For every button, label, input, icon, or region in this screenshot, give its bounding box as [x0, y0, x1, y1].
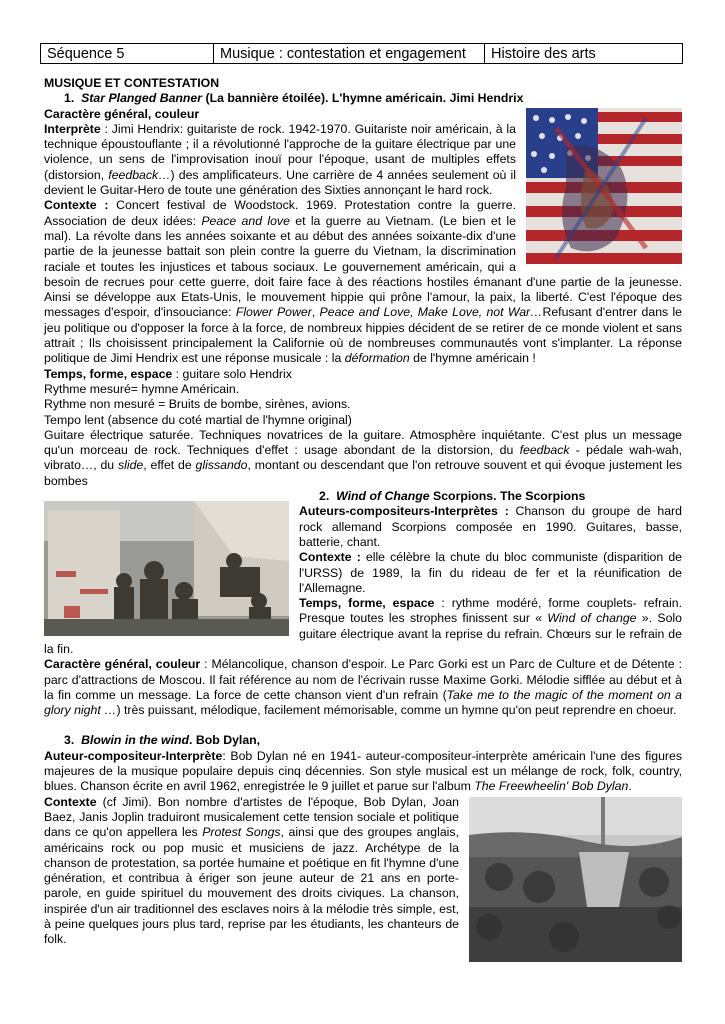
interprete-text-b: ) des amplificateurs. Une carrière de 4 années seulement où il devient le Guitar-Hero de toute une génération des Sixties annonçant le hard rock.: [44, 167, 516, 198]
s3-auteur-a: : Bob Dylan né en 1941- auteur-compositeur-interprète américain l'une des figures majeures de la musique populaire depuis cinq décennies. Son style musical est un mélange de rock, folk, country, blues. Chanson écrite en avril 1962, enregistrée le 9 juillet et parue sur l'album: [44, 748, 682, 794]
s2-auteurs-text: Chanson du groupe de hard rock allemand Scorpions composée en 1990. Guitares, basse, batterie, chant.: [299, 504, 682, 549]
s2-caractere-b: ) très puissant, mélodique, facilement mémorisable, comme un hymne qu'on peut reprendre en choeur.: [116, 703, 677, 718]
s3-auteur-italic: The Freewheelin' Bob Dylan: [474, 779, 629, 794]
s2-temps-b: ». Solo guitare électrique avant la reprise du refrain. Chœurs sur le refrain de la fin.: [44, 611, 682, 656]
s2-caractere-label: Caractère général, couleur: [44, 657, 201, 672]
section3-heading: [44, 733, 682, 748]
guitare-c: , effet de: [143, 458, 196, 473]
s2-caractere-italic: Take me to the magic of the moment on a glory night …: [44, 687, 682, 718]
section2-number: 2.: [319, 489, 330, 504]
s3-auteur-b: .: [628, 779, 632, 794]
guitare-a: Guitare électrique saturée. Techniques novatrices de la guitare. Atmosphère inquiétante. C'est plus un message qu'un morceau de rock. Techniques d'effet : usage abondant de la distorsion, du: [44, 427, 682, 458]
main-title: MUSIQUE ET CONTESTATION: [44, 76, 220, 90]
contexte-italic1: Peace and love: [201, 213, 290, 228]
guitare-italic2: slide: [117, 458, 144, 473]
section3-number: 3.: [64, 733, 75, 748]
s2-temps-label: Temps, forme, espace: [299, 596, 435, 611]
header-discipline: Histoire des arts: [485, 44, 683, 64]
contexte-italic3: Peace and Love, Make Love, not War…: [319, 305, 543, 320]
section3-auteur: [44, 749, 682, 795]
section1-guitare: [44, 428, 682, 489]
section1-number: 1.: [64, 91, 75, 106]
header-table: [40, 43, 683, 64]
section1-title-rest: (La bannière étoilée). L'hymne américain. Jimi Hendrix: [202, 91, 524, 106]
guitare-italic1: feedback: [519, 443, 570, 458]
s3-contexte-b: , ainsi que des groupes anglais, américains rock ou pop music et musiciens de jazz. Archétype de la chanson de protestation, sa portée humaine et poétique en fit l'hymne d'une génération, et contribua à ériger son jeune auteur de 21 ans en porte-parole, en guide spirituel du mouvement des droits civiques. La chanson, inspirée d'un air traditionnel des esclaves noirs à la mélodie très simple, est, à peine quelques jours plus tard, reprise par les étudiants, les chanteurs de folk.: [44, 825, 459, 947]
interprete-text-a: : Jimi Hendrix: guitariste de rock. 1942-1970. Guitariste noir américain, à la technique époustouflante ; il a révolutionné l'approche de la guitare électrique par une violence, un sens de l'improvisation inouï pour l'époque, usant de multiples effets (distorsion,: [44, 121, 516, 182]
section1-heading: [44, 91, 682, 106]
contexte-label: Contexte :: [44, 198, 109, 213]
contexte-b: et la guerre au Vietnam. (Le bien et le mal). La révolte dans les années soixante et au début des années soixante-dix d'une partie de la jeunesse battait son plein contre la guerre du Vietnam, la discrimination raciale et toutes les injustices et tabous sociaux. Le gouvernement américain, qui a besoin de recrues pour cette guerre, doit faire face à des réactions hostiles émanant d'une partie de la jeunesse. Ainsi se développe aux Etats-Unis, le mouvement hippie qui prône l'amour, la paix, la liberté. C'est l'époque des messages d'espoir, d'insouciance:: [44, 213, 682, 320]
contexte-a: Concert festival de Woodstock. 1969. Protestation contre la guerre. Association de deux idées:: [44, 198, 516, 228]
guitare-italic3: glissando: [195, 458, 248, 473]
section1-caractere-label: Caractère général, couleur: [44, 106, 200, 121]
contexte-italic4: déformation: [344, 351, 410, 366]
s2-caractere-a: : Mélancolique, chanson d'espoir. Le Parc Gorki est un Parc de Culture et de Détente : parc d'attractions de Moscou. Il fait référence au nom de l'écrivain russe Maxime Gorki. Mélodie sifflée au début et à la fin comme un message. La force de cette chanson vient d'un refrain (: [44, 657, 683, 702]
s3-contexte-label: Contexte: [44, 794, 97, 809]
s3-contexte-italic: Protest Songs: [202, 825, 281, 840]
section3-title-rest: . Bob Dylan,: [189, 733, 261, 748]
s2-contexte-text: elle célèbre la chute du bloc communiste (disparition de l'URSS) de 1989, la fin du rideau de fer et la réunification de l'Allemagne.: [299, 550, 682, 595]
s2-contexte-label: Contexte :: [299, 550, 361, 565]
interprete-italic: feedback…: [108, 167, 171, 182]
section1-rythme1: Rythme mesuré= hymne Américain.: [44, 381, 240, 396]
temps-text: : guitare solo Hendrix: [172, 366, 292, 381]
s2-auteurs-label: Auteurs-compositeurs-Interprètes :: [299, 504, 509, 519]
section3-title-italic: Blowin in the wind: [81, 733, 190, 748]
s3-auteur-label: Auteur-compositeur-Interprète: [44, 748, 223, 763]
section2-caractere: [44, 657, 682, 718]
contexte-e: de l'hymne américain !: [409, 351, 536, 366]
section1-tempo: Tempo lent (absence du coté martial de l'hymne original): [44, 412, 352, 427]
interprete-label: Interprète: [44, 121, 101, 136]
guitare-b: - pédale wah-wah, vibrato…, du: [44, 443, 682, 473]
header-subject: Musique : contestation et engagement: [214, 44, 485, 64]
guitare-d: , montant ou descendant que l'on retrouve souvent et qui évoque justement les bombes: [44, 458, 682, 488]
s2-temps-a: : rythme modéré, forme couplets- refrain. Presque toutes les strophes finissent sur «: [299, 596, 682, 626]
section2-title-italic: Wind of Change: [336, 489, 430, 504]
washington-march-photo: [469, 797, 682, 966]
s3-contexte-a: (cf Jimi). Bon nombre d'artistes de l'époque, Bob Dylan, Joan Baez, Janis Joplin traduiront musicalement cette tension sociale et politique dans ce qu'on appellera les: [44, 794, 459, 840]
section2-title-rest: Scorpions. The Scorpions: [429, 489, 586, 504]
header-sequence: Séquence 5: [41, 44, 214, 64]
berlin-wall-photo: [44, 501, 289, 640]
document-body: [44, 76, 682, 966]
section1-title-italic: Star Planged Banner: [81, 91, 203, 106]
hendrix-flag-painting: [526, 108, 682, 268]
section1-temps: [44, 367, 682, 382]
contexte-c: ,: [311, 305, 320, 320]
contexte-d: Refusant d'entrer dans le jeu politique ou d'opposer la force à la force, de nombreux hippies décident de se retirer de ce monde violent et sans attrait ; Ils choisissent principalement la Californie où de nombreuses communautés vont s'implanter. La réponse politique de Jimi Hendrix est une réponse musicale : la: [44, 305, 683, 366]
section1-rythme2: Rythme non mesuré = Bruits de bombe, sirènes, avions.: [44, 397, 351, 412]
s2-temps-italic: Wind of change: [547, 611, 637, 626]
temps-label: Temps, forme, espace: [44, 366, 173, 381]
contexte-italic2: Flower Power: [235, 305, 312, 320]
